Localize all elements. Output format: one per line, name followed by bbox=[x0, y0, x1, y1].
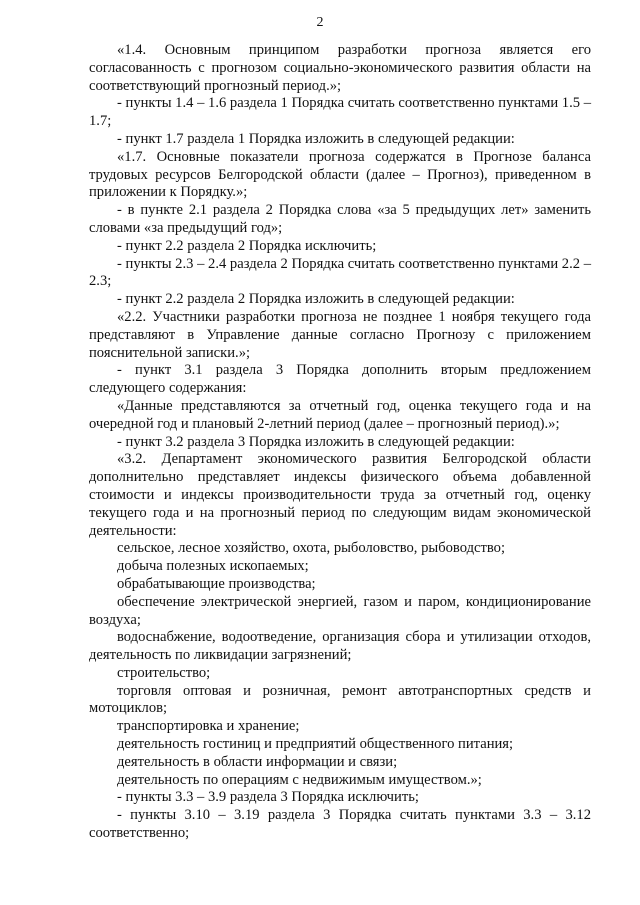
document-paragraph: - пункт 1.7 раздела 1 Порядка изложить в следующей редакции: bbox=[117, 130, 515, 147]
document-paragraph: - в пункте 2.1 раздела 2 Порядка слова «за 5 предыдущих лет» заменить словами «за предыдущий год»; bbox=[89, 202, 591, 236]
document-paragraph: деятельность по операциям с недвижимым имуществом.»; bbox=[117, 771, 482, 788]
document-paragraph: «2.2. Участники разработки прогноза не позднее 1 ноября текущего года представляют в Управление данные согласно Прогнозу с приложением пояснительной записки.»; bbox=[89, 308, 591, 361]
document-paragraph: сельское, лесное хозяйство, охота, рыболовство, рыбоводство; bbox=[117, 540, 506, 557]
document-paragraph: - пункт 3.2 раздела 3 Порядка изложить в следующей редакции: bbox=[117, 433, 515, 450]
page-number: 2 bbox=[316, 15, 324, 30]
document-paragraph: - пункт 3.1 раздела 3 Порядка дополнить вторым предложением следующего содержания: bbox=[89, 362, 591, 397]
document-paragraph: - пункт 2.2 раздела 2 Порядка изложить в следующей редакции: bbox=[117, 291, 515, 308]
document-paragraph: транспортировка и хранение; bbox=[117, 718, 300, 735]
document-paragraph: «1.4. Основным принципом разработки прогноза является его согласованность с прогнозом социально-экономического развития области на соответствующий прогнозный период.»; bbox=[89, 42, 591, 94]
document-paragraph: деятельность в области информации и связи; bbox=[117, 753, 398, 770]
document-paragraph: деятельность гостиниц и предприятий общественного питания; bbox=[117, 736, 514, 753]
document-paragraph: обеспечение электрической энергией, газом и паром, кондиционирование воздуха; bbox=[89, 593, 591, 628]
document-paragraph: - пункты 1.4 – 1.6 раздела 1 Порядка считать соответственно пунктами 1.5 – 1.7; bbox=[89, 95, 591, 130]
document-paragraph: водоснабжение, водоотведение, организация сбора и утилизации отходов, деятельность по ликвидации загрязнений; bbox=[89, 629, 591, 664]
document-paragraph: добыча полезных ископаемых; bbox=[117, 558, 309, 575]
document-paragraph: «1.7. Основные показатели прогноза содержатся в Прогнозе баланса трудовых ресурсов Белгородской области (далее – Прогноз), приведенном в приложении к Порядку.»; bbox=[89, 148, 591, 201]
document-paragraph: «3.2. Департамент экономического развития Белгородской области дополнительно представляет индексы физического объема добавленной стоимости и индексы производительности труда за отчетный год, оценку текущего года и на прогнозный период по следующим видам экономической деятельности: bbox=[89, 451, 591, 539]
document-paragraph: - пункты 3.10 – 3.19 раздела 3 Порядка считать пунктами 3.3 – 3.12 соответственно; bbox=[89, 807, 591, 842]
document-paragraph: «Данные представляются за отчетный год, оценка текущего года и на очередной год и плановый 2-летний период (далее – прогнозный период).»; bbox=[89, 397, 591, 432]
document-body bbox=[89, 42, 591, 843]
document-paragraph: обрабатывающие производства; bbox=[117, 575, 316, 592]
document-paragraph: торговля оптовая и розничная, ремонт автотранспортных средств и мотоциклов; bbox=[89, 682, 591, 717]
document-paragraph: строительство; bbox=[117, 664, 211, 681]
document-paragraph: - пункт 2.2 раздела 2 Порядка исключить; bbox=[117, 237, 377, 254]
document-paragraph: - пункты 3.3 – 3.9 раздела 3 Порядка исключить; bbox=[117, 789, 419, 806]
document-paragraph: - пункты 2.3 – 2.4 раздела 2 Порядка считать соответственно пунктами 2.2 – 2.3; bbox=[89, 255, 591, 290]
